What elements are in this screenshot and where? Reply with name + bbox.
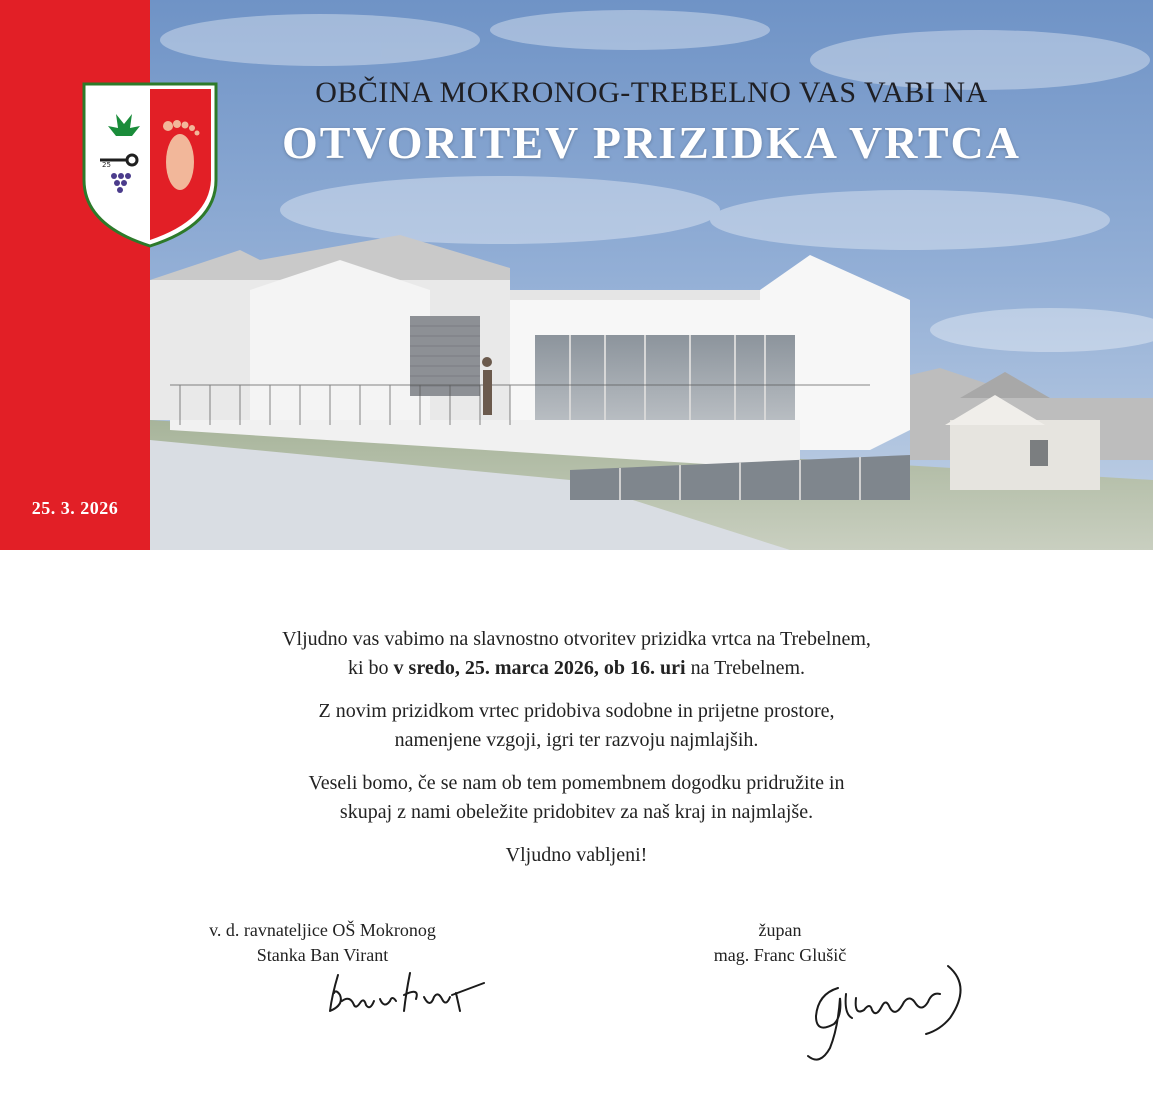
- event-time-highlight: v sredo, 25. marca 2026, ob 16. uri: [393, 657, 686, 679]
- invitation-heading: OBČINA MOKRONOG-TREBELNO VAS VABI NA: [315, 76, 988, 109]
- paragraph-line: [0, 654, 1153, 683]
- paragraph-welcome: [0, 841, 1153, 870]
- paragraph-line: Veseli bomo, če se nam ob tem pomembnem dogodku pridružite in: [308, 772, 845, 794]
- handwritten-signature-left: [320, 965, 500, 1020]
- paragraph-line: skupaj z nami obeležite pridobitev za naš kraj in najmlajše.: [339, 801, 814, 823]
- paragraph-line: Vljudno vas vabimo na slavnostno otvoritev prizidka vrtca na Trebelnem,: [282, 628, 871, 650]
- invitation-body: [0, 625, 1153, 884]
- svg-text:25: 25: [102, 161, 111, 169]
- signature-block-principal: [170, 918, 475, 968]
- signatory-role: župan: [758, 920, 802, 940]
- paragraph-invitation: [0, 625, 1153, 683]
- signatory-name: mag. Franc Glušič: [713, 945, 847, 965]
- event-title: OTVORITEV PRIZIDKA VRTCA: [281, 117, 1021, 168]
- event-date: 25. 3. 2026: [31, 498, 119, 518]
- paragraph-closing: [0, 769, 1153, 827]
- signatory-role: v. d. ravnateljice OŠ Mokronog: [209, 920, 436, 940]
- handwritten-signature-right: [800, 958, 980, 1073]
- paragraph-line: Z novim prizidkom vrtec pridobiva sodobne in prijetne prostore,: [318, 700, 835, 722]
- signatory-name: Stanka Ban Virant: [256, 945, 389, 965]
- text-segment: ki bo: [347, 657, 394, 679]
- text-segment: na Trebelnem.: [685, 657, 806, 679]
- paragraph-line: Vljudno vabljeni!: [505, 844, 648, 866]
- paragraph-line: namenjene vzgoji, igri ter razvoju najmlajših.: [394, 729, 759, 751]
- paragraph-description: [0, 697, 1153, 755]
